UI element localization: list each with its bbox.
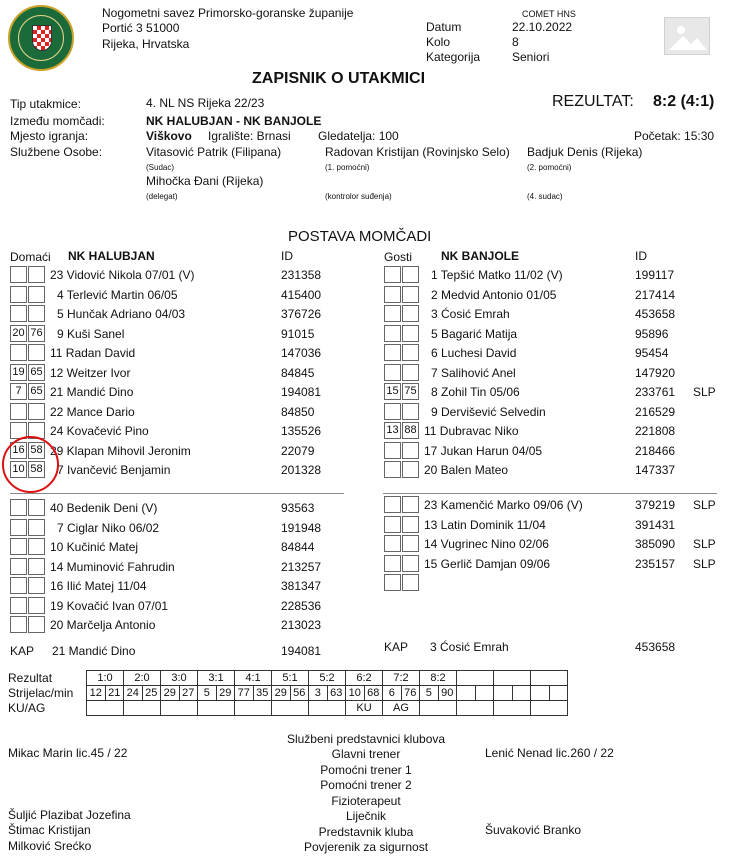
scorer-cell: 12: [87, 686, 106, 701]
kuag-cell: [494, 701, 531, 716]
away-player-id: 147920: [635, 365, 676, 380]
away-player-id: 217414: [635, 287, 676, 302]
away-slp-mark: SLP: [693, 498, 716, 512]
delegat-role: (delegat): [146, 192, 178, 201]
result-cell: 3:0: [161, 671, 198, 686]
home-min-box: [28, 344, 45, 361]
scorer-cell: 90: [438, 686, 457, 701]
izmedu-label: Između momčadi:: [10, 114, 105, 128]
home-player-id: 84845: [281, 365, 315, 380]
away-player-id: 453658: [635, 307, 676, 321]
home-sub-name: 20 Marčelja Antonio: [50, 618, 156, 632]
away-player-name: 6 Luchesi David: [431, 346, 517, 360]
home-player-id: 147036: [281, 346, 322, 360]
home-lijecnik: Šuljić Plazibat Jozefina: [8, 808, 131, 822]
home-team: NK HALUBJAN: [68, 249, 155, 263]
home-player-name: 7 Ivančević Benjamin: [57, 463, 171, 477]
away-slp-mark: SLP: [693, 537, 716, 551]
home-sub-box: [10, 519, 27, 536]
away-sub-id: 391431: [635, 517, 676, 532]
away-player-id: 221808: [635, 424, 676, 438]
home-player-id: 84850: [281, 404, 315, 419]
home-sub-id: 213023: [281, 618, 322, 632]
scorer-cell: 76: [401, 686, 420, 701]
away-sub-box: [384, 555, 401, 572]
away-min-box: [402, 305, 419, 322]
pocetak-value: Početak: 15:30: [634, 129, 715, 143]
away-label: Gosti: [384, 250, 413, 264]
home-player-id: 415400: [281, 287, 322, 302]
home-povjerenik: Milković Srećko: [8, 839, 92, 853]
home-player-name: 29 Klapan Mihovil Jeronim: [50, 443, 191, 458]
home-predstavnik: Štimac Kristijan: [8, 823, 91, 837]
home-min-box: [28, 597, 45, 614]
away-kap-name: 3 Ćosić Emrah: [430, 640, 509, 654]
lineup-title: POSTAVA MOMČADI: [288, 228, 432, 245]
away-kap-id: 453658: [635, 640, 676, 654]
result-cell: 7:2: [383, 671, 420, 686]
scorer-cell: 25: [142, 686, 161, 701]
kuag-cell: [457, 701, 494, 716]
home-player-name: 4 Terlević Martin 06/05: [57, 287, 178, 302]
home-sub-box: [10, 266, 27, 283]
away-sub-box: [384, 496, 401, 513]
home-player-name: 11 Radan David: [50, 346, 136, 360]
away-sub-id: 379219: [635, 498, 676, 512]
home-sub-name: 19 Kovačić Ivan 07/01: [50, 598, 169, 613]
home-sub-box: [10, 616, 27, 633]
home-min-box: 76: [28, 325, 45, 342]
org-name: Nogometni savez Primorsko-goranske županije: [102, 6, 354, 20]
away-player-id: 95454: [635, 346, 669, 360]
kuag-cell: [235, 701, 272, 716]
scorer-cell: [475, 686, 494, 701]
home-sub-id: 213257: [281, 559, 322, 574]
away-sub-id: 235157: [635, 556, 676, 571]
away-sub-box: [384, 364, 401, 381]
kontrolor-role: (kontrolor suđenja): [325, 192, 392, 201]
result-cell: 2:0: [124, 671, 161, 686]
away-min-box: [402, 535, 419, 552]
scorer-cell: 3: [309, 686, 328, 701]
home-min-box: [28, 286, 45, 303]
away-predstavnik: Šuvaković Branko: [485, 823, 582, 837]
org-city: Rijeka, Hrvatska: [102, 37, 190, 51]
home-sub-id: 228536: [281, 598, 322, 613]
kategorija-label: Kategorija: [426, 50, 481, 64]
home-min-box: [28, 558, 45, 575]
official-role: Fizioterapeut: [331, 793, 401, 808]
home-min-box: [28, 577, 45, 594]
scorer-cell: 63: [327, 686, 346, 701]
datum-label: Datum: [426, 20, 462, 34]
result-cell: 5:1: [272, 671, 309, 686]
home-min-box: [28, 519, 45, 536]
sudac4-role: (4. sudac): [527, 192, 563, 201]
teams-value: NK HALUBJAN - NK BANJOLE: [146, 114, 322, 128]
home-subs-divider: [10, 493, 344, 494]
home-sub-id: 93563: [281, 501, 315, 515]
away-sub-name: 13 Latin Dominik 11/04: [424, 517, 546, 532]
page-title: ZAPISNIK O UTAKMICI: [252, 70, 426, 87]
scorer-cell: 68: [364, 686, 383, 701]
kuag-cell: [124, 701, 161, 716]
official-role: Pomoćni trener 2: [320, 778, 412, 792]
scorer-cell: 5: [198, 686, 217, 701]
home-sub-box: 20: [10, 325, 27, 342]
result-cell: 5:2: [309, 671, 346, 686]
away-sub-box: [384, 286, 401, 303]
home-sub-box: [10, 403, 27, 420]
scorer-cell: 6: [383, 686, 402, 701]
away-min-box: 75: [402, 383, 419, 400]
away-player-name: 2 Medvid Antonio 01/05: [431, 287, 557, 302]
away-min-box: [402, 574, 419, 591]
kuag-cell: [531, 701, 568, 716]
kuag-cell: [87, 701, 124, 716]
kuag-cell: [161, 701, 198, 716]
home-min-box: 65: [28, 364, 45, 381]
scorer-cell: [494, 686, 513, 701]
home-kap-id: 194081: [281, 644, 322, 658]
away-min-box: [402, 325, 419, 342]
scorer-cell: 56: [290, 686, 309, 701]
away-sub-box: [384, 442, 401, 459]
scoring-table: [86, 670, 568, 716]
away-player-id: 95896: [635, 326, 669, 341]
away-player-id: 218466: [635, 443, 676, 458]
official-role: Povjerenik za sigurnost: [303, 840, 429, 854]
away-player-id: 233761: [635, 385, 676, 399]
pomocni2-role: (2. pomoćni): [527, 163, 572, 172]
scorer-cell: 29: [272, 686, 291, 701]
sluzbene-label: Službene Osobe:: [10, 145, 103, 159]
home-trener: Mikac Marin lic.45 / 22: [8, 746, 128, 760]
away-player-name: 7 Salihović Anel: [431, 365, 516, 380]
kuag-cell: KU: [346, 701, 383, 716]
home-min-box: 58: [28, 442, 45, 459]
away-sub-id: 385090: [635, 537, 676, 551]
official-role: Pomoćni trener 1: [320, 762, 412, 777]
away-subs-divider: [383, 493, 717, 494]
scorer-cell: [531, 686, 550, 701]
away-sub-box: 13: [384, 422, 401, 439]
home-player-name: 22 Mance Dario: [50, 404, 135, 419]
away-sub-box: [384, 574, 401, 591]
home-sub-box: [10, 558, 27, 575]
home-player-name: 21 Mandić Dino: [50, 385, 134, 399]
away-sub-box: [384, 461, 401, 478]
home-min-box: [28, 266, 45, 283]
away-min-box: 88: [402, 422, 419, 439]
away-sub-name: 15 Gerlič Damjan 09/06: [424, 556, 551, 571]
home-player-id: 376726: [281, 307, 322, 321]
org-address: Portić 3 51000: [102, 21, 180, 35]
home-sub-name: 7 Ciglar Niko 06/02: [57, 520, 160, 535]
home-sub-box: [10, 305, 27, 322]
result-cell: 6:2: [346, 671, 383, 686]
scorer-cell: 21: [105, 686, 124, 701]
home-player-id: 194081: [281, 385, 322, 399]
away-player-id: 147337: [635, 463, 676, 477]
scorer-cell: [512, 686, 531, 701]
away-sub-box: 15: [384, 383, 401, 400]
home-min-box: 65: [28, 383, 45, 400]
away-min-box: [402, 496, 419, 513]
home-player-id: 91015: [281, 326, 315, 341]
scorer-cell: 27: [179, 686, 198, 701]
away-min-box: [402, 555, 419, 572]
away-team: NK BANJOLE: [441, 249, 520, 263]
home-sub-name: 40 Bedenik Deni (V): [50, 501, 158, 515]
home-player-name: 12 Weitzer Ivor: [50, 365, 131, 380]
kategorija-value: Seniori: [512, 50, 550, 64]
rezultat-value: 8:2 (4:1): [653, 93, 715, 110]
away-sub-box: [384, 344, 401, 361]
home-sub-box: [10, 597, 27, 614]
result-cell: [457, 671, 494, 686]
kolo-value: 8: [512, 35, 519, 49]
home-player-id: 231358: [281, 268, 322, 282]
home-label: Domaći: [10, 250, 51, 264]
away-min-box: [402, 286, 419, 303]
image-placeholder-icon: [664, 17, 710, 55]
pomocni1-name: Radovan Kristijan (Rovinjsko Selo): [325, 145, 510, 159]
away-min-box: [402, 364, 419, 381]
away-sub-box: [384, 403, 401, 420]
kuag-row-label: KU/AG: [8, 701, 46, 715]
kolo-label: Kolo: [426, 35, 451, 49]
home-id-header: ID: [281, 249, 293, 263]
away-sub-box: [384, 266, 401, 283]
away-sub-name: 23 Kamenčić Marko 09/06 (V): [424, 498, 583, 512]
away-player-name: 3 Ćosić Emrah: [431, 307, 510, 321]
home-player-name: 5 Hunčak Adriano 04/03: [57, 307, 186, 321]
datum-value: 22.10.2022: [512, 20, 573, 34]
away-player-id: 216529: [635, 404, 676, 419]
home-sub-box: 10: [10, 461, 27, 478]
away-min-box: [402, 266, 419, 283]
away-sub-box: [384, 516, 401, 533]
home-sub-box: [10, 538, 27, 555]
kuag-cell: [198, 701, 235, 716]
away-min-box: [402, 344, 419, 361]
away-min-box: [402, 442, 419, 459]
scorer-cell: [549, 686, 568, 701]
home-sub-box: 16: [10, 442, 27, 459]
tip-label: Tip utakmice:: [10, 97, 81, 111]
away-min-box: [402, 461, 419, 478]
home-kap-name: 21 Mandić Dino: [52, 644, 136, 658]
mjesto-label: Mjesto igranja:: [10, 129, 89, 143]
home-player-id: 201328: [281, 463, 322, 477]
pomocni2-name: Badjuk Denis (Rijeka): [527, 145, 643, 159]
official-role: Liječnik: [345, 809, 387, 823]
officials-title: Službeni predstavnici klubova: [286, 732, 446, 746]
official-role: Predstavnik kluba: [318, 824, 414, 839]
scorer-cell: 10: [346, 686, 365, 701]
away-player-id: 199117: [635, 268, 675, 282]
home-player-id: 22079: [281, 443, 315, 458]
away-player-name: 1 Tepšić Matko 11/02 (V): [431, 268, 563, 282]
home-min-box: [28, 305, 45, 322]
away-sub-name: 14 Vugrinec Nino 02/06: [424, 537, 549, 551]
away-sub-box: [384, 305, 401, 322]
home-sub-name: 14 Muminović Fahrudin: [50, 559, 175, 574]
home-player-name: 24 Kovačević Pino: [50, 424, 149, 438]
home-sub-box: [10, 499, 27, 516]
scorer-cell: 77: [235, 686, 254, 701]
result-cell: 8:2: [420, 671, 457, 686]
home-sub-box: [10, 577, 27, 594]
igraliste-value: Igralište: Brnasi: [208, 129, 291, 143]
home-player-name: 9 Kuši Sanel: [57, 326, 125, 341]
federation-logo: [8, 5, 74, 71]
home-sub-name: 10 Kučinić Matej: [50, 540, 139, 554]
home-sub-box: 19: [10, 364, 27, 381]
away-slp-mark: SLP: [693, 556, 716, 571]
source-label: COMET HNS: [522, 9, 576, 19]
scorer-cell: [457, 686, 476, 701]
result-cell: 3:1: [198, 671, 235, 686]
kuag-cell: AG: [383, 701, 420, 716]
tip-value: 4. NL NS Rijeka 22/23: [146, 96, 265, 110]
home-kap-label: KAP: [10, 644, 35, 658]
away-player-name: 5 Bagarić Matija: [431, 326, 518, 341]
scorer-cell: 29: [161, 686, 180, 701]
home-sub-name: 16 Ilić Matej 11/04: [50, 579, 147, 593]
away-min-box: [402, 403, 419, 420]
home-player-name: 23 Vidović Nikola 07/01 (V): [50, 268, 195, 282]
mjesto-value: Viškovo: [146, 129, 192, 143]
sudac-role: (Sudac): [146, 163, 175, 172]
gledatelja-value: Gledatelja: 100: [318, 129, 399, 143]
away-trener: Lenić Nenad lic.260 / 22: [485, 746, 614, 760]
away-player-name: 11 Dubravac Niko: [424, 424, 519, 438]
result-cell: 4:1: [235, 671, 272, 686]
home-min-box: 58: [28, 461, 45, 478]
home-min-box: [28, 499, 45, 516]
rezultat-label: REZULTAT:: [552, 93, 634, 110]
away-id-header: ID: [635, 249, 647, 263]
kuag-cell: [420, 701, 457, 716]
home-min-box: [28, 538, 45, 555]
away-player-name: 17 Jukan Harun 04/05: [424, 443, 543, 458]
scorer-cell: 35: [253, 686, 272, 701]
kuag-cell: [309, 701, 346, 716]
away-player-name: 9 Dervišević Selvedin: [431, 404, 546, 419]
away-sub-box: [384, 325, 401, 342]
official-role: Glavni trener: [331, 747, 401, 761]
highlight-circle: [2, 436, 59, 493]
scorer-cell: 24: [124, 686, 143, 701]
scorer-cell: 5: [420, 686, 439, 701]
away-slp-mark: SLP: [693, 385, 716, 399]
away-player-name: 20 Balen Mateo: [424, 463, 509, 477]
pomocni1-role: (1. pomoćni): [325, 163, 370, 172]
strijelac-row-label: Strijelac/min: [8, 686, 74, 700]
result-cell: [531, 671, 568, 686]
home-sub-id: 191948: [281, 520, 322, 535]
result-cell: [494, 671, 531, 686]
sudac-name: Vitasović Patrik (Filipana): [146, 145, 282, 159]
home-sub-box: [10, 344, 27, 361]
home-sub-id: 381347: [281, 579, 322, 593]
home-sub-box: 7: [10, 383, 27, 400]
result-cell: 1:0: [87, 671, 124, 686]
away-kap-label: KAP: [384, 640, 409, 654]
away-sub-box: [384, 535, 401, 552]
delegat-name: Mihočka Đani (Rijeka): [146, 174, 264, 188]
home-min-box: [28, 616, 45, 633]
home-min-box: [28, 403, 45, 420]
home-player-id: 135526: [281, 424, 322, 438]
home-sub-box: [10, 286, 27, 303]
kuag-cell: [272, 701, 309, 716]
rezultat-row-label: Rezultat: [8, 671, 53, 685]
away-player-name: 8 Zohil Tin 05/06: [431, 385, 520, 399]
home-sub-id: 84844: [281, 540, 315, 554]
scorer-cell: 29: [216, 686, 235, 701]
away-min-box: [402, 516, 419, 533]
